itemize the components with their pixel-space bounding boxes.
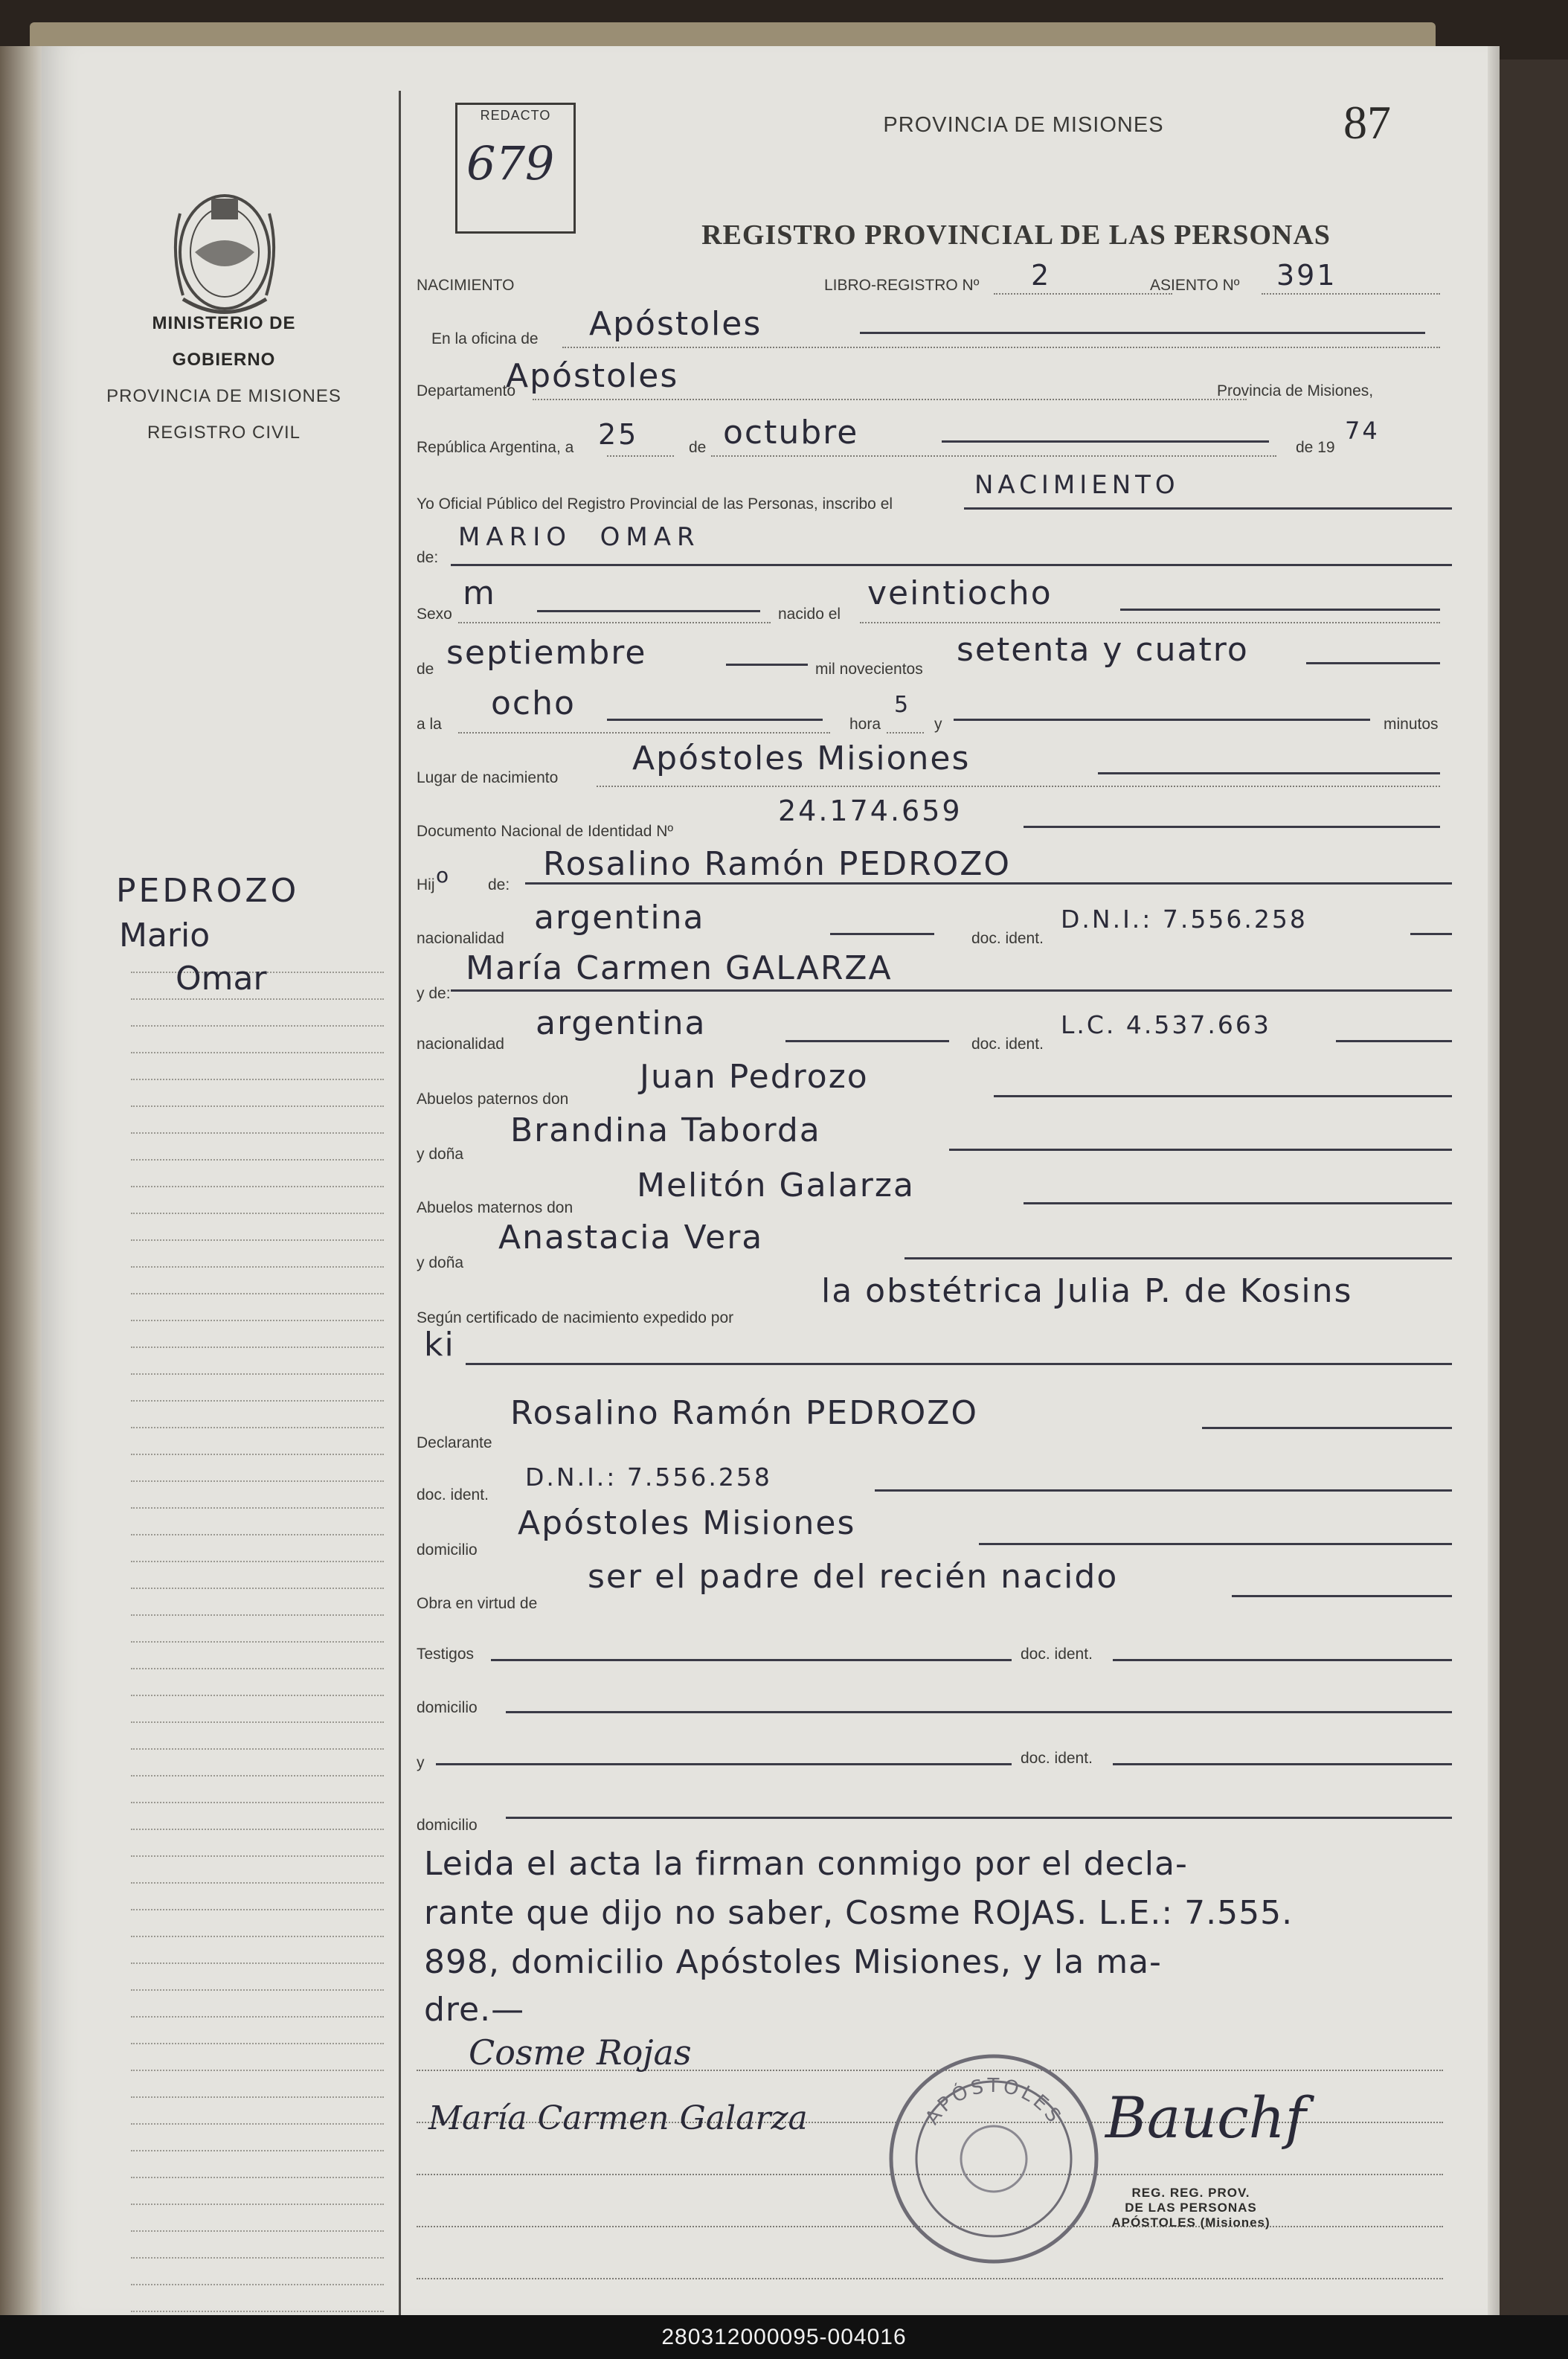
a-la-label: a la [417,716,442,733]
registry-title: REGISTRO PROVINCIAL DE LAS PERSONAS [701,219,1331,251]
province-title: PROVINCIA DE MISIONES [883,113,1164,137]
registry-stamp-line-3: APÓSTOLES (Misiones) [1111,2215,1270,2230]
madre-value: María Carmen GALARZA [466,949,893,987]
sexo-label: Sexo [417,606,452,623]
libro-label: LIBRO-REGISTRO Nº [824,277,980,294]
redacto-box [455,103,576,234]
y2-label: y [417,1754,425,1771]
leida-line-3: 898, domicilio Apóstoles Misiones, y la ma- [424,1943,1162,1981]
abuela-pat-value: Brandina Taborda [510,1111,821,1149]
margin-first-name: Mario [119,917,211,954]
republica-label: República Argentina, a [417,439,574,456]
page-number: 87 [1343,96,1391,149]
mes-value: octubre [723,414,859,452]
redacto-label: REDACTO [480,108,551,123]
y-dona-mat-label: y doña [417,1254,464,1271]
y2-doc-label: doc. ident. [1021,1750,1093,1767]
y-de-label: y de: [417,985,451,1002]
departamento-value: Apóstoles [506,357,679,395]
libro-value: 2 [1031,259,1052,292]
anio-nac-value: setenta y cuatro [957,631,1249,669]
ministry-civil: REGISTRO CIVIL [147,423,301,443]
margin-second-name: Omar [176,960,267,998]
hijo-hand: o [436,863,452,888]
domicilio-1-label: domicilio [417,1699,478,1716]
obra-label: Obra en virtud de [417,1595,538,1612]
obra-value: ser el padre del recién nacido [588,1558,1119,1596]
nacido-value: veintiocho [867,574,1053,612]
ministry-province: PROVINCIA DE MISIONES [106,386,341,406]
doc-decl-value: D.N.I.: 7.556.258 [525,1463,772,1492]
round-seal-stamp [882,2047,1105,2270]
dni-value: 24.174.659 [778,795,963,827]
lugar-label: Lugar de nacimiento [417,769,559,786]
left-page-edge [0,46,46,2315]
asiento-label: ASIENTO Nº [1150,277,1240,294]
nacionalidad-madre-label: nacionalidad [417,1036,504,1053]
minutos-label: minutos [1384,716,1439,733]
ministry-name: MINISTERIO DE GOBIERNO [152,313,296,370]
nacido-label: nacido el [778,606,841,623]
nac-madre-value: argentina [536,1004,707,1042]
testigos-label: Testigos [417,1646,475,1663]
certificado-value: la obstétrica Julia P. de Kosins [821,1272,1353,1310]
nacionalidad-padre-label: nacionalidad [417,930,504,947]
declarante-value: Rosalino Ramón PEDROZO [510,1394,979,1432]
de-anio-label: de 19 [1296,439,1335,456]
mes-nac-value: septiembre [446,634,647,672]
registry-stamp-line-1: REG. REG. PROV. [1131,2186,1250,2200]
leida-line-1: Leida el acta la firman conmigo por el decla- [424,1845,1188,1883]
declarante-label: Declarante [417,1434,492,1451]
column-divider [399,91,401,2315]
abuelos-pat-label: Abuelos paternos don [417,1091,569,1108]
certificado-label: Según certificado de nacimiento expedido por [417,1309,734,1326]
nacimiento-label: NACIMIENTO [417,277,515,294]
sexo-value: m [463,574,496,612]
y-dona-pat-label: y doña [417,1146,464,1163]
de3-label: de [417,661,434,678]
minutos-hand: 5 [894,692,911,718]
official-signature: Bauchf [1105,2084,1306,2151]
departamento-label: Departamento [417,382,516,399]
abuela-mat-value: Anastacia Vera [498,1219,764,1256]
hora-value: ocho [491,684,576,722]
asiento-value: 391 [1276,259,1337,292]
certificado-value-2: ki [424,1326,455,1364]
testigos-doc-label: doc. ident. [1021,1646,1093,1663]
padre-value: Rosalino Ramón PEDROZO [543,845,1012,883]
doc-padre-value: D.N.I.: 7.556.258 [1061,905,1308,934]
hijo-label: Hij [417,876,435,893]
nac-padre-value: argentina [534,899,705,937]
abuelo-mat-value: Melitón Galarza [637,1166,915,1204]
domicilio-label: domicilio [417,1541,478,1559]
doc-decl-label: doc. ident. [417,1486,489,1503]
abuelos-mat-label: Abuelos maternos don [417,1199,573,1216]
lugar-value: Apóstoles Misiones [632,739,971,777]
page-edge [1488,46,1500,2315]
doc-ident-padre-label: doc. ident. [971,930,1044,947]
document-id: 280312000095-004016 [661,2325,907,2349]
document-page [42,46,1500,2315]
domicilio-value: Apóstoles Misiones [518,1504,856,1542]
hijo-de-label: de: [488,876,510,893]
de-label: de [689,439,707,456]
doc-madre-value: L.C. 4.537.663 [1061,1010,1271,1039]
margin-lines [131,946,384,2339]
seal-stamp-text: APÓSTOLES [921,2074,1067,2129]
witness-signature: Cosme Rojas [469,2032,692,2073]
hora-label: hora [849,716,881,733]
y-label: y [934,716,942,733]
abuelo-pat-value: Juan Pedrozo [640,1058,869,1096]
domicilio-2-label: domicilio [417,1817,478,1834]
dia-value: 25 [598,418,639,451]
nombre-value: MARIO OMAR [458,522,701,552]
oficial-label: Yo Oficial Público del Registro Provincial de las Personas, inscribo el [417,495,893,513]
mil-label: mil novecientos [815,661,923,678]
dni-label: Documento Nacional de Identidad Nº [417,823,674,840]
provincia-suffix: Provincia de Misiones, [1217,382,1374,399]
leida-line-4: dre.— [424,1991,525,2029]
registry-stamp-line-2: DE LAS PERSONAS [1125,2201,1257,2215]
anio-value: 74 [1345,417,1380,445]
doc-ident-madre-label: doc. ident. [971,1036,1044,1053]
redacto-number: 679 [466,136,555,190]
ministry-block [101,305,347,451]
registry-stamp [1068,2186,1314,2230]
oficina-value: Apóstoles [589,305,762,343]
oficina-label: En la oficina de [431,330,539,347]
mother-signature: María Carmen Galarza [428,2099,808,2137]
de2-label: de: [417,549,439,566]
margin-surname: PEDROZO [116,872,300,910]
leida-line-2: rante que dijo no saber, Cosme ROJAS. L.E.: 7.555. [424,1894,1294,1932]
acto-value: NACIMIENTO [974,470,1180,500]
